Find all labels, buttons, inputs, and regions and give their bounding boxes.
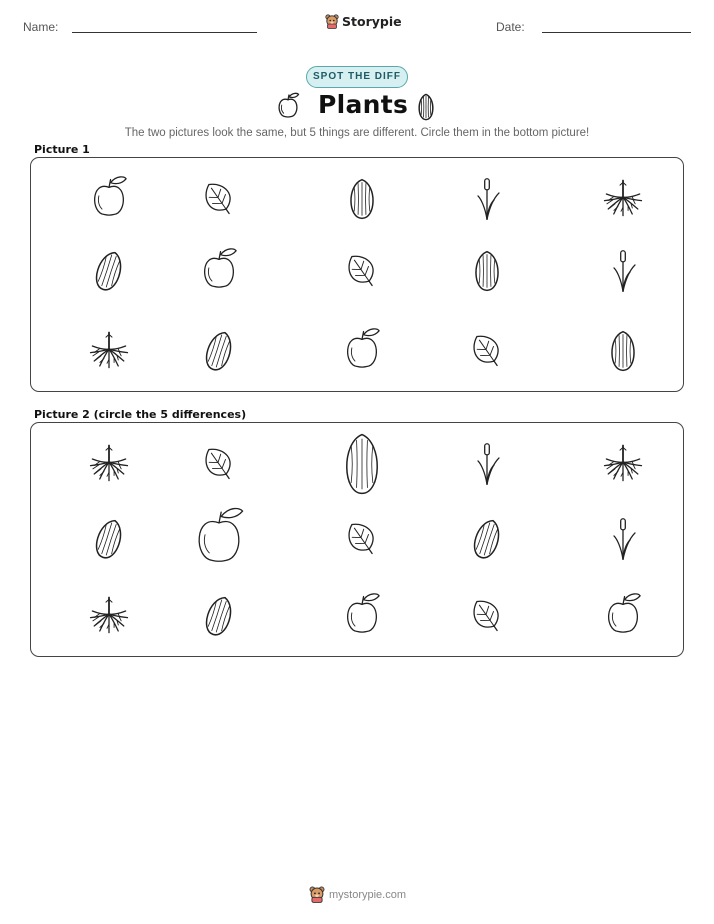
roots-icon[interactable] xyxy=(88,441,130,487)
cattail-icon[interactable] xyxy=(602,516,644,562)
picture-1-label: Picture 1 xyxy=(34,143,90,156)
name-label: Name: xyxy=(23,20,59,34)
name-line[interactable] xyxy=(72,32,257,33)
leaf-icon[interactable] xyxy=(198,441,240,487)
spot-the-diff-badge: SPOT THE DIFF xyxy=(306,66,408,88)
footer-url: mystorypie.com xyxy=(329,888,407,901)
seed-striped-icon[interactable] xyxy=(88,516,130,562)
date-label: Date: xyxy=(496,20,525,34)
leaf-icon[interactable] xyxy=(466,593,508,639)
cattail-icon[interactable] xyxy=(466,441,508,487)
apple-icon xyxy=(341,328,383,374)
seed-striped-icon[interactable] xyxy=(466,516,508,562)
apple-icon xyxy=(198,248,240,294)
seed-icon xyxy=(413,92,439,122)
picture-1-panel xyxy=(30,157,684,392)
apple-icon xyxy=(275,92,301,122)
brand-name: Storypie xyxy=(342,14,402,29)
apple-icon[interactable] xyxy=(602,593,644,639)
footer xyxy=(309,886,406,903)
instructions-text: The two pictures look the same, but 5 things are different. Circle them in the bottom picture! xyxy=(124,127,590,139)
apple-icon xyxy=(88,176,130,222)
cattail-icon xyxy=(466,176,508,222)
seed-striped-icon[interactable] xyxy=(198,593,240,639)
leaf-icon xyxy=(341,248,383,294)
leaf-icon xyxy=(198,176,240,222)
roots-icon[interactable] xyxy=(88,593,130,639)
apple-icon[interactable] xyxy=(190,504,248,574)
roots-icon xyxy=(602,176,644,222)
date-line[interactable] xyxy=(542,32,691,33)
bear-logo-icon xyxy=(309,886,325,903)
bear-logo-icon xyxy=(325,14,339,29)
roots-icon xyxy=(88,328,130,374)
seed-striped-icon xyxy=(198,328,240,374)
leaf-icon[interactable] xyxy=(341,516,383,562)
page-title: Plants xyxy=(318,90,409,119)
seed-striped-icon xyxy=(88,248,130,294)
picture-2-panel[interactable] xyxy=(30,422,684,657)
cattail-icon xyxy=(602,248,644,294)
roots-icon[interactable] xyxy=(602,441,644,487)
brand-logo xyxy=(325,14,402,29)
seed-icon xyxy=(602,328,644,374)
leaf-icon xyxy=(466,328,508,374)
seed-icon xyxy=(466,248,508,294)
picture-2-label: Picture 2 (circle the 5 differences) xyxy=(34,408,247,421)
apple-icon[interactable] xyxy=(341,593,383,639)
seed-icon xyxy=(341,176,383,222)
seed-icon[interactable] xyxy=(333,429,391,499)
